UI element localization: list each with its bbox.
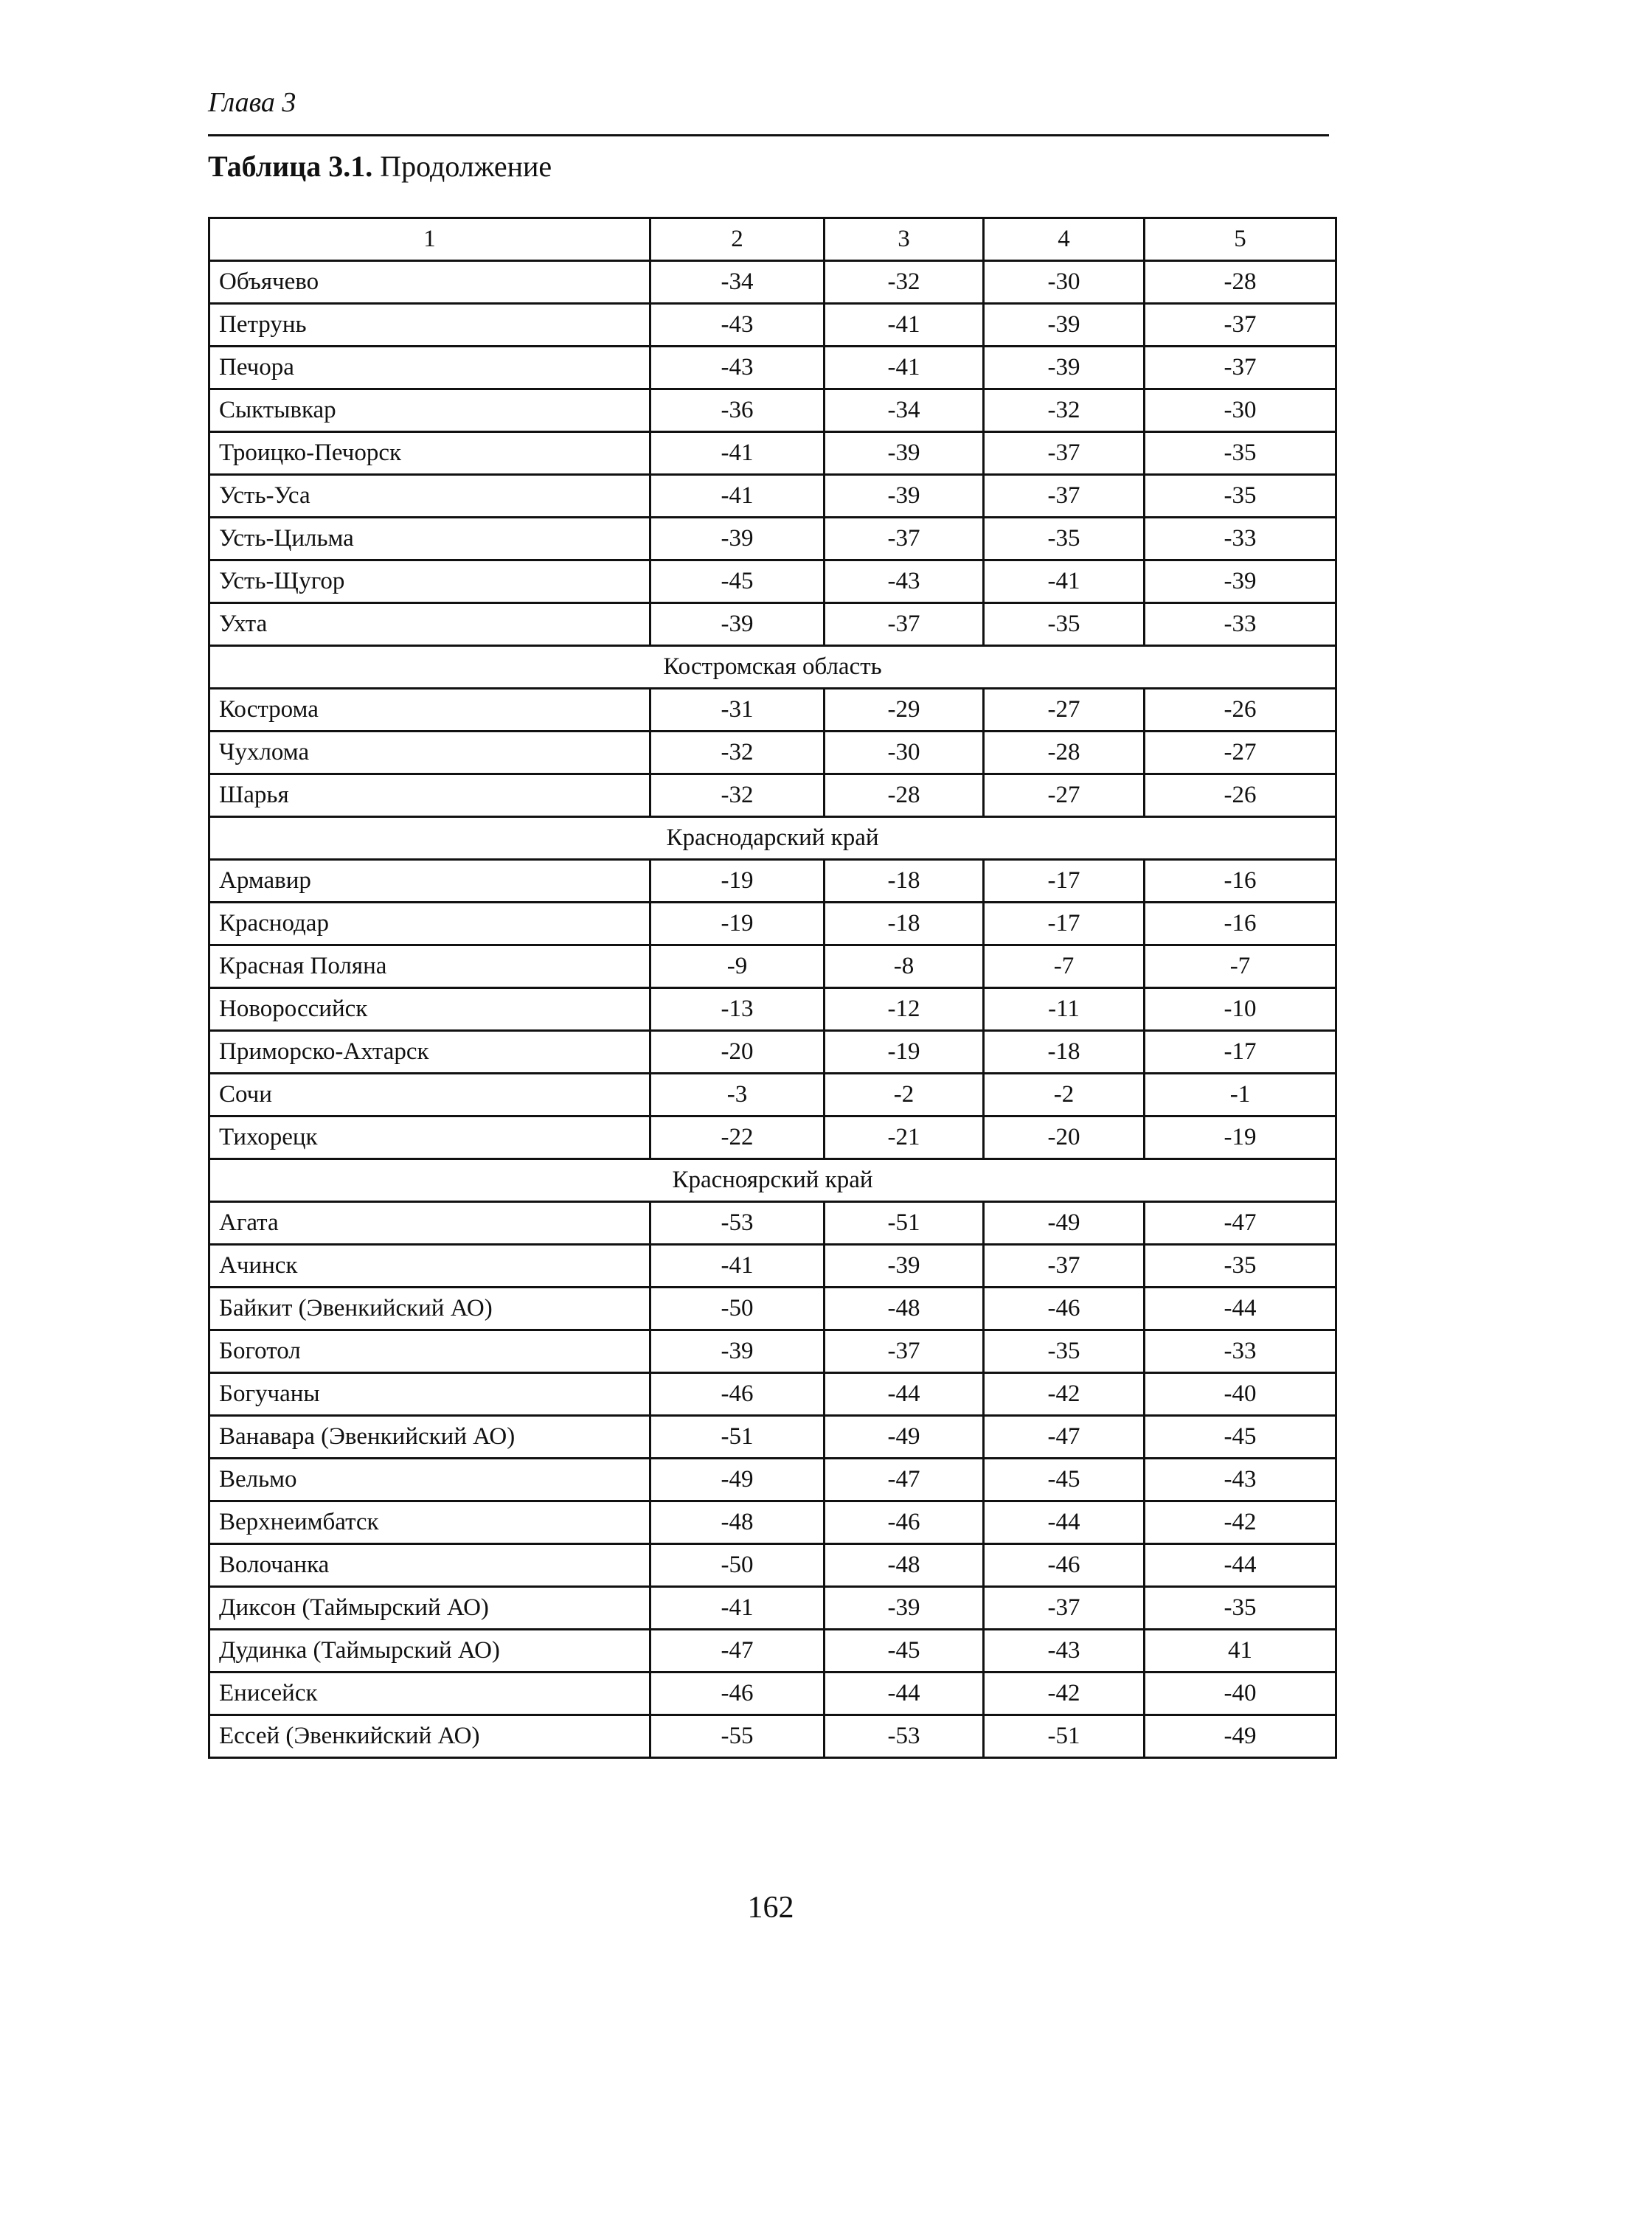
station-name: Шарья	[209, 774, 650, 817]
table-title	[208, 152, 552, 181]
table-row	[209, 860, 1336, 903]
station-name: Петрунь	[209, 304, 650, 347]
temperature-cell: -53	[650, 1202, 825, 1245]
temperature-cell: -28	[1145, 261, 1336, 304]
temperature-cell: -17	[984, 903, 1145, 945]
station-name: Богучаны	[209, 1373, 650, 1416]
temperature-cell: -45	[650, 560, 825, 603]
temperature-cell: -53	[825, 1715, 984, 1758]
temperature-cell: -30	[1145, 389, 1336, 432]
temperature-cell: -42	[984, 1373, 1145, 1416]
column-header: 2	[650, 218, 825, 261]
station-name: Байкит (Эвенкийский АО)	[209, 1288, 650, 1330]
temperature-cell: -37	[984, 1245, 1145, 1288]
station-name: Ухта	[209, 603, 650, 646]
table-header-row	[209, 218, 1336, 261]
table-row	[209, 304, 1336, 347]
station-name: Объячево	[209, 261, 650, 304]
table-row	[209, 689, 1336, 732]
temperature-cell: -32	[650, 774, 825, 817]
temperature-cell: -43	[650, 347, 825, 389]
station-name: Дудинка (Таймырский АО)	[209, 1630, 650, 1672]
running-head: Глава 3	[208, 87, 296, 118]
temperature-cell: -9	[650, 945, 825, 988]
temperature-cell: -43	[1145, 1459, 1336, 1501]
temperature-cell: -19	[650, 903, 825, 945]
temperature-cell: -36	[650, 389, 825, 432]
temperature-cell: -43	[650, 304, 825, 347]
temperature-cell: -51	[650, 1416, 825, 1459]
station-name: Волочанка	[209, 1544, 650, 1587]
temperature-cell: -45	[984, 1459, 1145, 1501]
region-name: Краснодарский край	[209, 817, 1336, 860]
table-title-text: Продолжение	[380, 150, 552, 183]
temperature-cell: -44	[1145, 1288, 1336, 1330]
station-name: Енисейск	[209, 1672, 650, 1715]
table-row	[209, 1672, 1336, 1715]
temperature-cell: -28	[984, 732, 1145, 774]
temperature-cell: -7	[984, 945, 1145, 988]
temperature-cell: -44	[825, 1672, 984, 1715]
temperature-cell: -48	[650, 1501, 825, 1544]
station-name: Сыктывкар	[209, 389, 650, 432]
temperature-cell: -1	[1145, 1074, 1336, 1116]
temperature-cell: -50	[650, 1288, 825, 1330]
temperature-cell: -35	[1145, 1245, 1336, 1288]
temperature-cell: -18	[984, 1031, 1145, 1074]
temperature-cell: -50	[650, 1544, 825, 1587]
table-row	[209, 1202, 1336, 1245]
temperature-cell: -37	[1145, 304, 1336, 347]
temperature-cell: -44	[1145, 1544, 1336, 1587]
station-name: Агата	[209, 1202, 650, 1245]
temperature-cell: -19	[650, 860, 825, 903]
temperature-cell: -51	[984, 1715, 1145, 1758]
temperature-cell: -37	[825, 603, 984, 646]
temperature-cell: -35	[1145, 475, 1336, 518]
table-row	[209, 1715, 1336, 1758]
table-row	[209, 432, 1336, 475]
station-name: Усть-Уса	[209, 475, 650, 518]
table-row	[209, 945, 1336, 988]
temperature-cell: -16	[1145, 860, 1336, 903]
temperature-cell: -3	[650, 1074, 825, 1116]
group-header-row	[209, 646, 1336, 689]
temperature-cell: -49	[984, 1202, 1145, 1245]
temperature-cell: 41	[1145, 1630, 1336, 1672]
temperature-cell: -39	[825, 1245, 984, 1288]
temperature-cell: -33	[1145, 518, 1336, 560]
temperature-cell: -35	[1145, 1587, 1336, 1630]
temperature-cell: -45	[825, 1630, 984, 1672]
temperature-cell: -28	[825, 774, 984, 817]
table-row	[209, 1459, 1336, 1501]
temperature-cell: -49	[825, 1416, 984, 1459]
temperature-cell: -41	[825, 347, 984, 389]
table-row	[209, 1074, 1336, 1116]
temperature-cell: -40	[1145, 1672, 1336, 1715]
temperature-cell: -35	[984, 518, 1145, 560]
station-name: Вельмо	[209, 1459, 650, 1501]
temperature-cell: -32	[650, 732, 825, 774]
temperature-cell: -20	[984, 1116, 1145, 1159]
temperature-cell: -51	[825, 1202, 984, 1245]
temperature-cell: -18	[825, 903, 984, 945]
temperature-cell: -33	[1145, 603, 1336, 646]
temperature-cell: -46	[984, 1288, 1145, 1330]
table-row	[209, 732, 1336, 774]
temperature-cell: -42	[1145, 1501, 1336, 1544]
temperature-cell: -2	[984, 1074, 1145, 1116]
temperature-cell: -40	[1145, 1373, 1336, 1416]
temperature-cell: -41	[984, 560, 1145, 603]
temperature-cell: -22	[650, 1116, 825, 1159]
temperature-cell: -47	[984, 1416, 1145, 1459]
temperature-cell: -44	[984, 1501, 1145, 1544]
temperature-cell: -46	[650, 1373, 825, 1416]
temperature-cell: -27	[984, 689, 1145, 732]
table-row	[209, 389, 1336, 432]
station-name: Кострома	[209, 689, 650, 732]
temperature-table	[208, 217, 1337, 1759]
station-name: Армавир	[209, 860, 650, 903]
temperature-cell: -43	[825, 560, 984, 603]
column-header: 4	[984, 218, 1145, 261]
temperature-cell: -55	[650, 1715, 825, 1758]
table-row	[209, 1630, 1336, 1672]
station-name: Усть-Щугор	[209, 560, 650, 603]
temperature-cell: -47	[825, 1459, 984, 1501]
temperature-cell: -35	[984, 603, 1145, 646]
temperature-cell: -31	[650, 689, 825, 732]
temperature-cell: -32	[825, 261, 984, 304]
temperature-cell: -2	[825, 1074, 984, 1116]
group-header-row	[209, 817, 1336, 860]
temperature-cell: -37	[984, 1587, 1145, 1630]
temperature-cell: -39	[650, 1330, 825, 1373]
temperature-cell: -12	[825, 988, 984, 1031]
station-name: Верхнеимбатск	[209, 1501, 650, 1544]
temperature-cell: -29	[825, 689, 984, 732]
station-name: Тихорецк	[209, 1116, 650, 1159]
station-name: Красная Поляна	[209, 945, 650, 988]
temperature-cell: -37	[984, 475, 1145, 518]
temperature-cell: -47	[650, 1630, 825, 1672]
temperature-cell: -41	[650, 475, 825, 518]
table-row	[209, 1288, 1336, 1330]
region-name: Костромская область	[209, 646, 1336, 689]
temperature-cell: -43	[984, 1630, 1145, 1672]
table-row	[209, 347, 1336, 389]
temperature-cell: -39	[650, 603, 825, 646]
temperature-cell: -13	[650, 988, 825, 1031]
column-header: 3	[825, 218, 984, 261]
station-name: Троицко-Печорск	[209, 432, 650, 475]
station-name: Ванавара (Эвенкийский АО)	[209, 1416, 650, 1459]
temperature-cell: -46	[825, 1501, 984, 1544]
temperature-cell: -41	[650, 1587, 825, 1630]
temperature-cell: -39	[984, 347, 1145, 389]
temperature-cell: -34	[825, 389, 984, 432]
station-name: Краснодар	[209, 903, 650, 945]
temperature-cell: -39	[650, 518, 825, 560]
temperature-cell: -45	[1145, 1416, 1336, 1459]
table-row	[209, 518, 1336, 560]
temperature-cell: -7	[1145, 945, 1336, 988]
temperature-cell: -47	[1145, 1202, 1336, 1245]
temperature-cell: -46	[650, 1672, 825, 1715]
temperature-cell: -16	[1145, 903, 1336, 945]
temperature-cell: -18	[825, 860, 984, 903]
table-row	[209, 261, 1336, 304]
station-name: Приморско-Ахтарск	[209, 1031, 650, 1074]
station-name: Диксон (Таймырский АО)	[209, 1587, 650, 1630]
table-body	[209, 218, 1336, 1758]
table-row	[209, 1330, 1336, 1373]
table-row	[209, 1587, 1336, 1630]
station-name: Чухлома	[209, 732, 650, 774]
region-name: Красноярский край	[209, 1159, 1336, 1202]
temperature-cell: -34	[650, 261, 825, 304]
table-row	[209, 1116, 1336, 1159]
temperature-cell: -39	[984, 304, 1145, 347]
station-name: Новороссийск	[209, 988, 650, 1031]
table-row	[209, 1501, 1336, 1544]
temperature-cell: -37	[1145, 347, 1336, 389]
column-header: 5	[1145, 218, 1336, 261]
temperature-cell: -39	[825, 432, 984, 475]
header-rule	[208, 134, 1329, 136]
temperature-cell: -48	[825, 1544, 984, 1587]
temperature-cell: -27	[1145, 732, 1336, 774]
table-row	[209, 903, 1336, 945]
temperature-cell: -17	[1145, 1031, 1336, 1074]
temperature-cell: -30	[984, 261, 1145, 304]
temperature-cell: -39	[825, 1587, 984, 1630]
column-header: 1	[209, 218, 650, 261]
temperature-cell: -17	[984, 860, 1145, 903]
table-row	[209, 1416, 1336, 1459]
table-row	[209, 560, 1336, 603]
station-name: Печора	[209, 347, 650, 389]
table-row	[209, 1544, 1336, 1587]
temperature-cell: -26	[1145, 774, 1336, 817]
temperature-cell: -32	[984, 389, 1145, 432]
temperature-cell: -41	[650, 1245, 825, 1288]
table-row	[209, 988, 1336, 1031]
temperature-cell: -41	[825, 304, 984, 347]
temperature-cell: -19	[825, 1031, 984, 1074]
page-number: 162	[747, 1891, 794, 1925]
temperature-cell: -44	[825, 1373, 984, 1416]
table-row	[209, 475, 1336, 518]
temperature-cell: -30	[825, 732, 984, 774]
table-title-label: Таблица 3.1.	[208, 150, 373, 183]
temperature-cell: -27	[984, 774, 1145, 817]
station-name: Усть-Цильма	[209, 518, 650, 560]
station-name: Сочи	[209, 1074, 650, 1116]
temperature-cell: -21	[825, 1116, 984, 1159]
temperature-cell: -10	[1145, 988, 1336, 1031]
temperature-cell: -39	[825, 475, 984, 518]
group-header-row	[209, 1159, 1336, 1202]
station-name: Боготол	[209, 1330, 650, 1373]
temperature-cell: -35	[1145, 432, 1336, 475]
temperature-cell: -33	[1145, 1330, 1336, 1373]
temperature-cell: -41	[650, 432, 825, 475]
temperature-cell: -35	[984, 1330, 1145, 1373]
temperature-cell: -49	[650, 1459, 825, 1501]
temperature-cell: -20	[650, 1031, 825, 1074]
table-row	[209, 1245, 1336, 1288]
station-name: Ачинск	[209, 1245, 650, 1288]
temperature-cell: -39	[1145, 560, 1336, 603]
temperature-cell: -8	[825, 945, 984, 988]
temperature-cell: -26	[1145, 689, 1336, 732]
temperature-cell: -37	[825, 518, 984, 560]
temperature-cell: -11	[984, 988, 1145, 1031]
temperature-cell: -42	[984, 1672, 1145, 1715]
temperature-cell: -19	[1145, 1116, 1336, 1159]
table-row	[209, 1373, 1336, 1416]
temperature-cell: -46	[984, 1544, 1145, 1587]
table-row	[209, 774, 1336, 817]
temperature-cell: -37	[984, 432, 1145, 475]
temperature-cell: -48	[825, 1288, 984, 1330]
temperature-cell: -37	[825, 1330, 984, 1373]
temperature-cell: -49	[1145, 1715, 1336, 1758]
table-row	[209, 603, 1336, 646]
station-name: Ессей (Эвенкийский АО)	[209, 1715, 650, 1758]
table-row	[209, 1031, 1336, 1074]
